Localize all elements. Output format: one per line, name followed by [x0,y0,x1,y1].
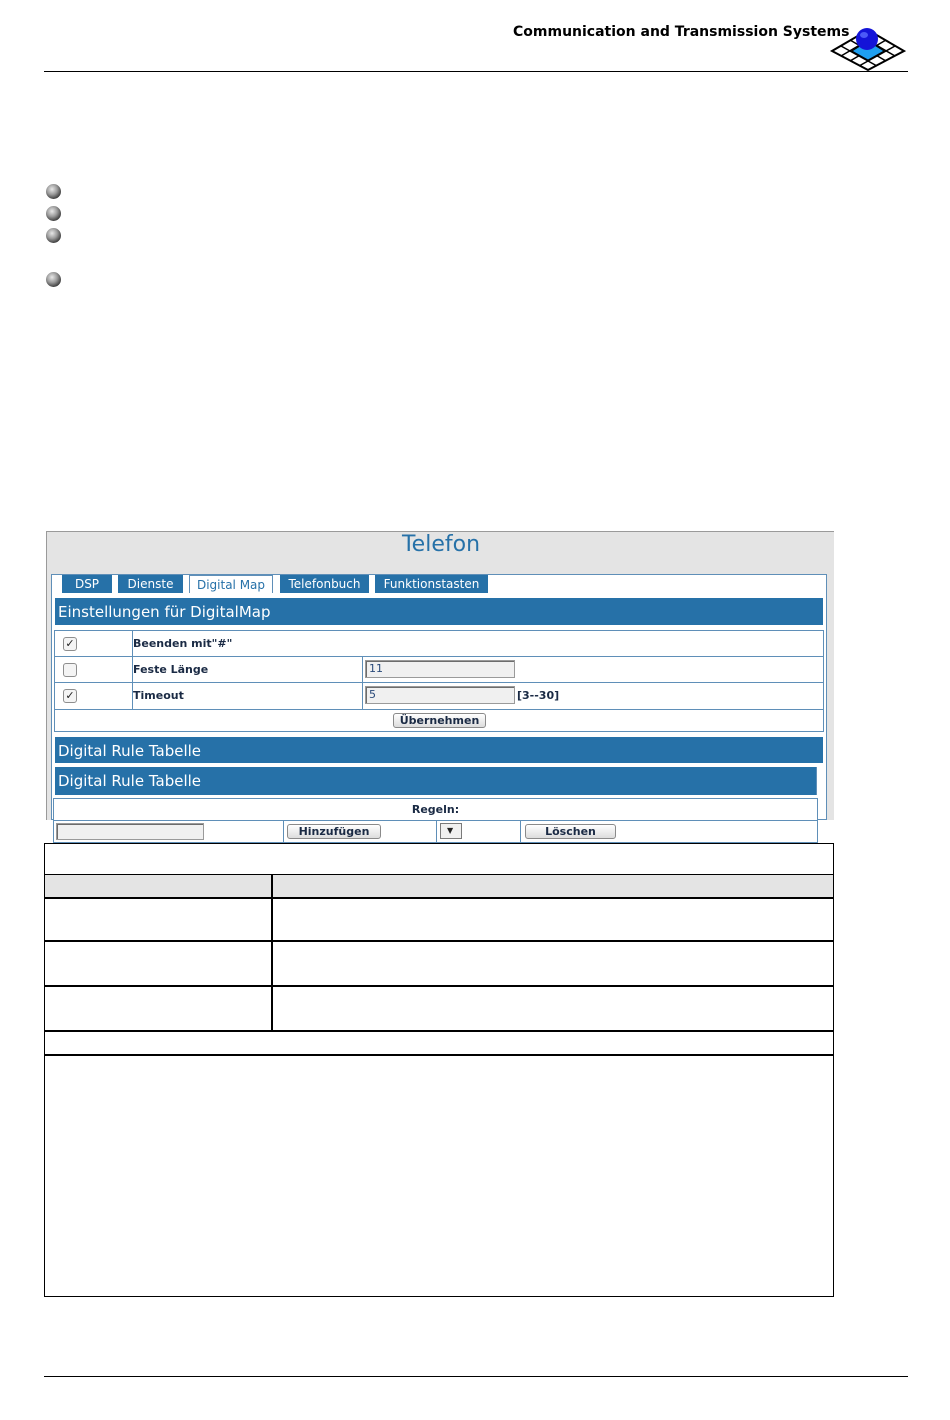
table-divider [45,1054,833,1056]
rule-input[interactable] [56,823,204,840]
table-divider [45,985,833,987]
rules-label: Regeln: [411,803,460,816]
table-header-row [45,875,833,897]
sphere-bullet-icon [46,228,61,243]
column-divider [283,820,284,842]
digital-rule-table-header: Digital Rule Tabelle [55,737,823,763]
table-divider [45,1030,833,1032]
ct-systems-logo-icon [828,24,906,74]
row-divider [55,682,823,683]
footer-divider [44,1376,908,1377]
end-with-hash-checkbox[interactable]: ✓ [63,637,77,651]
timeout-input[interactable]: 5 [365,686,515,704]
description-table [44,843,834,1297]
apply-button[interactable]: Übernehmen [393,713,486,728]
tab-dsp[interactable]: DSP [62,575,112,593]
column-divider [436,820,437,842]
row-divider [55,656,823,657]
fixed-length-label: Feste Länge [133,663,209,676]
rules-table [53,798,818,843]
tab-telefonbuch[interactable]: Telefonbuch [280,575,369,593]
timeout-range-note: [3--30] [517,689,560,702]
table-divider [45,874,833,875]
add-rule-button[interactable]: Hinzufügen [287,824,381,839]
timeout-label: Timeout [133,689,184,702]
table-divider [45,897,833,899]
timeout-checkbox[interactable]: ✓ [63,689,77,703]
column-divider [362,656,363,709]
delete-rule-button[interactable]: Löschen [525,824,616,839]
fixed-length-input[interactable]: 11 [365,660,515,678]
digitalmap-settings-header: Einstellungen für DigitalMap [55,598,823,625]
header-divider [44,71,908,72]
sphere-bullet-icon [46,206,61,221]
end-with-hash-label: Beenden mit"#" [133,637,233,650]
page-title: Telefon [401,532,481,557]
digital-rule-table-header-duplicate: Digital Rule Tabelle [55,767,817,795]
telefon-settings-screenshot [46,531,834,820]
fixed-length-checkbox[interactable] [63,663,77,677]
tab-digital-map[interactable]: Digital Map [189,575,273,593]
rule-select[interactable] [440,823,462,839]
chevron-down-icon: ▼ [447,826,454,835]
table-divider [45,940,833,942]
brand-name: Communication and Transmission Systems [513,24,850,40]
tab-funktionstasten[interactable]: Funktionstasten [375,575,488,593]
tab-dienste[interactable]: Dienste [118,575,183,593]
table-column-divider [271,874,273,1032]
sphere-bullet-icon [46,272,61,287]
column-divider [520,820,521,842]
digitalmap-settings-table [54,630,824,732]
row-divider [55,709,823,710]
sphere-bullet-icon [46,184,61,199]
